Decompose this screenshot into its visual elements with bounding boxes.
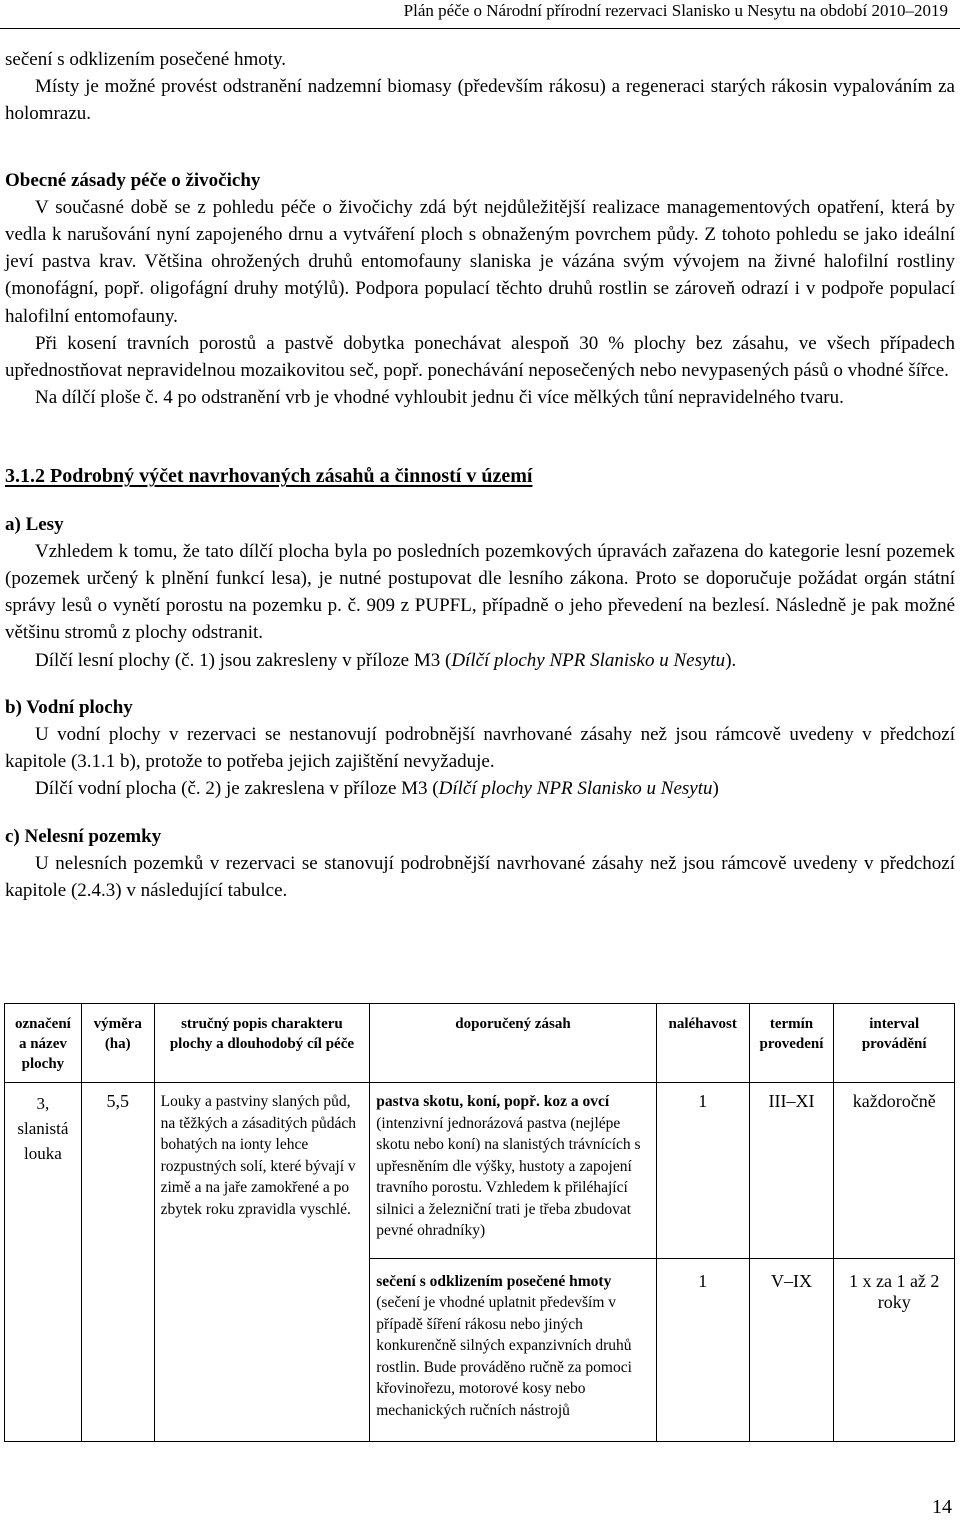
cell-size: 5,5: [81, 1083, 154, 1442]
running-header: Plán péče o Národní přírodní rezervaci Slanisko u Nesytu na období 2010–2019: [403, 1, 948, 20]
nonforest-paragraph-1: U nelesních pozemků v rezervaci se stanovují podrobnější navrhované zásahy než jsou rámcově uvedeny v předchozí kapitole (2.4.3) v následující tabulce.: [5, 852, 955, 902]
cell-urgency-2: 1: [656, 1258, 749, 1441]
document-body: [5, 46, 955, 904]
forest-paragraph-2: Dílčí lesní plochy (č. 1) jsou zakresleny v příloze M3 (Dílčí plochy NPR Slanisko u Nesytu).: [35, 649, 737, 671]
intro-paragraph-1: sečení s odklizením posečené hmoty.: [5, 49, 287, 70]
header-term: termín provedení: [749, 1004, 834, 1083]
table-row: [5, 1083, 955, 1259]
header-urgency: naléhavost: [656, 1004, 749, 1083]
header-desc: stručný popis charakteru plochy a dlouhodobý cíl péče: [154, 1004, 370, 1083]
cell-action-2: sečení s odklizením posečené hmoty (sečení je vhodné uplatnit především v případě šíření rákosu nebo jiných konkurenčně silných expanzivních druhů rostlin. Bude prováděno ručně za pomoci křovinořezu, motorové kosy nebo mechanických ručních nástrojů: [370, 1258, 657, 1441]
intro-paragraph-2: Místy je možné provést odstranění nadzemní biomasy (především rákosu) a regeneraci starých rákosin vypalováním za holomrazu.: [5, 76, 955, 125]
cell-urgency-1: 1: [656, 1083, 749, 1259]
cell-term-2: V–IX: [749, 1258, 834, 1441]
cell-desc: Louky a pastviny slaných půd, na těžkých a zásaditých půdách bohatých na ionty lehce rozpustných solí, které bývají v zimě a na jaře zamokřené a po zbytek roku zpravidla vyschlé.: [154, 1083, 370, 1442]
animals-paragraph-1: V současné době se z pohledu péče o živočichy zdá být nejdůležitější realizace managementových opatření, která by vedla k narušování nyní zapojeného drnu a vytváření ploch s obnaženým povrchem půdy. Z tohoto pohledu se jako ideální jeví pastva krav. Většina ohrožených druhů entomofauny slaniska je vázána svým vývojem na živné halofilní rostliny (monofágní, popř. oligofágní druhy motýlů). Podpora populací těchto druhů rostlin se zároveň odrazí i v podpoře populací halofilní entomofauny.: [5, 196, 955, 327]
header-size: výměra (ha): [81, 1004, 154, 1083]
header-action: doporučený zásah: [370, 1004, 657, 1083]
header-area: označení a název plochy: [5, 1004, 82, 1083]
forest-heading: a) Lesy: [5, 513, 64, 535]
cell-action-1: pastva skotu, koní, popř. koz a ovcí (intenzivní jednorázová pastva (nejlépe skotu nebo koní) na slanistých trávnících s upřesněním dle výšky, hustoty a zapojení travního porostu. Vzhledem k přiléhající silnici a železniční trati je třeba zbudovat pevné ohradníky): [370, 1083, 657, 1259]
forest-paragraph-1: Vzhledem k tomu, že tato dílčí plocha byla po posledních pozemkových úpravách zařazena do kategorie lesní pozemek (pozemek určený k plnění funkcí lesa), je nutné postupovat dle lesního zákona. Proto se doporučuje požádat orgán státní správy lesů o vynětí porostu na pozemku p. č. 909 z PUPFL, případně o jeho převedení na bezlesí. Následně je pak možné většinu stromů z plochy odstranit.: [5, 540, 955, 644]
water-paragraph-1: U vodní plochy v rezervaci se nestanovují podrobnější navrhované zásahy než jsou rámcově uvedeny v předchozí kapitole (3.1.1 b), protože to potřeba jejich zajištění nevyžaduje.: [5, 724, 955, 773]
water-heading: b) Vodní plochy: [5, 696, 133, 718]
nonforest-heading: c) Nelesní pozemky: [5, 825, 162, 847]
animals-heading: Obecné zásady péče o živočichy: [5, 169, 261, 191]
cell-interval-2: 1 x za 1 až 2 roky: [834, 1258, 955, 1441]
animals-paragraph-2: Při kosení travních porostů a pastvě dobytka ponechávat alespoň 30 % plochy bez zásahu, ve všech případech upřednostňovat nepravidelnou mozaikovitou seč, popř. ponechávání neposečených nebo nevypasených pásů o vhodné šířce.: [5, 332, 955, 382]
page-number: 14: [932, 1496, 952, 1518]
animals-paragraph-3: Na dílčí ploše č. 4 po odstranění vrb je vhodné vyhloubit jednu či více mělkých tůní nepravidelného tvaru.: [35, 387, 844, 409]
header-interval: interval provádění: [834, 1004, 955, 1083]
header-rule: [0, 28, 960, 29]
cell-term-1: III–XI: [749, 1083, 834, 1259]
section-title: 3.1.2 Podrobný výčet navrhovaných zásahů a činností v území: [5, 465, 533, 488]
cell-interval-1: každoročně: [834, 1083, 955, 1259]
cell-area: 3, slanistá louka: [5, 1083, 82, 1442]
water-paragraph-2: Dílčí vodní plocha (č. 2) je zakreslena v příloze M3 (Dílčí plochy NPR Slanisko u Nesytu): [35, 778, 719, 800]
measures-table: [4, 1003, 955, 1442]
